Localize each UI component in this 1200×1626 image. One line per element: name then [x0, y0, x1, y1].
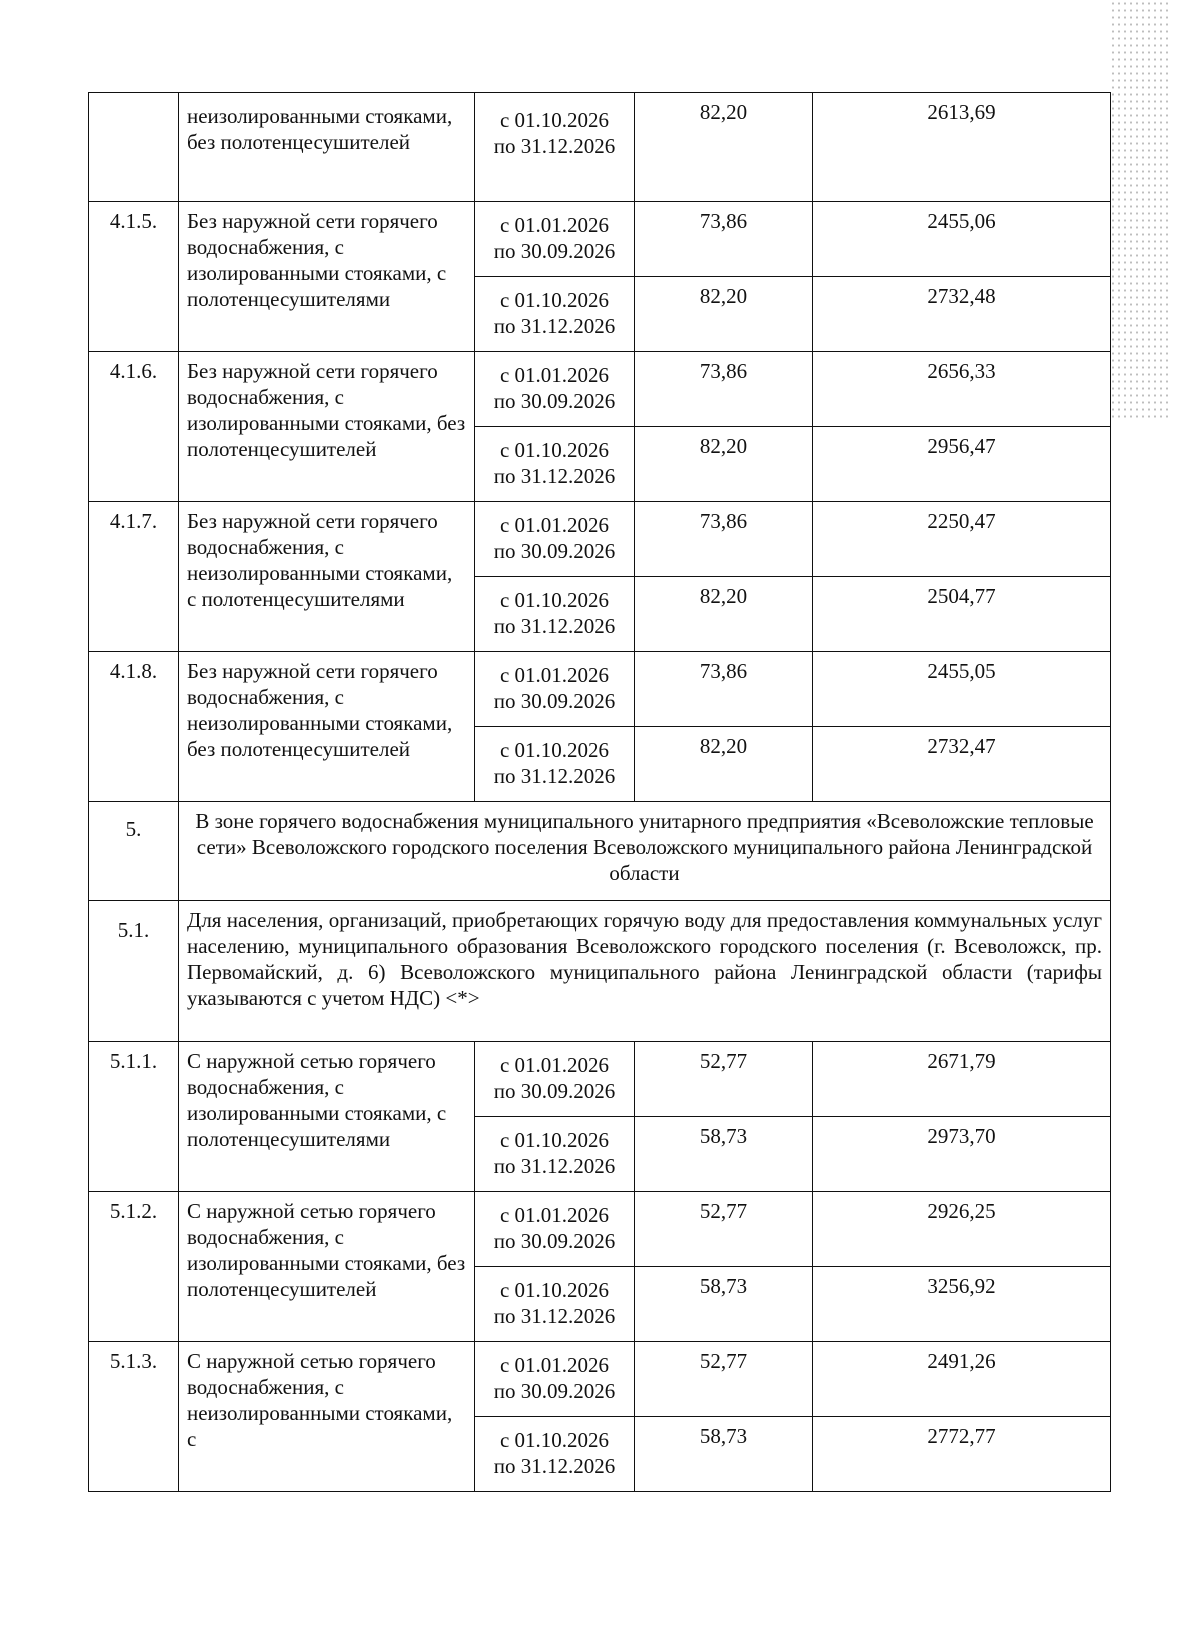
table-row — [89, 93, 1111, 202]
rate-cell: 82,20 — [635, 277, 813, 352]
period-cell — [475, 502, 635, 577]
tariff-cell: 2455,06 — [813, 202, 1111, 277]
rate-cell: 73,86 — [635, 352, 813, 427]
table-row — [89, 502, 1111, 577]
section-title-cell: В зоне горячего водоснабжения муниципального унитарного предприятия «Всеволожские тепловые сети» Всеволожского городского поселения Всеволожского муниципального района Ленинградской области — [179, 802, 1111, 901]
tariff-cell: 3256,92 — [813, 1267, 1111, 1342]
section-number-cell: 5. — [89, 802, 179, 901]
tariff-cell: 2656,33 — [813, 352, 1111, 427]
rate-cell: 52,77 — [635, 1192, 813, 1267]
period-from: с 01.01.2026 — [499, 1053, 610, 1077]
period-cell — [475, 1417, 635, 1492]
period-from: с 01.01.2026 — [499, 663, 610, 687]
period-cell — [475, 427, 635, 502]
row-name-cell: Без наружной сети горячего водоснабжения, с изолированными стояками, с полотенцесушителями — [179, 202, 475, 352]
period-to: по 31.12.2026 — [493, 1154, 616, 1178]
tariff-cell: 2956,47 — [813, 427, 1111, 502]
tariff-cell: 2732,48 — [813, 277, 1111, 352]
period-from: с 01.10.2026 — [499, 108, 610, 132]
table-row — [89, 1042, 1111, 1117]
tariff-cell: 2455,05 — [813, 652, 1111, 727]
period-from: с 01.10.2026 — [499, 588, 610, 612]
period-to: по 31.12.2026 — [493, 614, 616, 638]
rate-cell: 73,86 — [635, 502, 813, 577]
period-from: с 01.10.2026 — [499, 438, 610, 462]
row-name-cell: Без наружной сети горячего водоснабжения, с неизолированными стояками, без полотенцесушителей — [179, 652, 475, 802]
period-to: по 30.09.2026 — [493, 539, 616, 563]
period-cell — [475, 1192, 635, 1267]
rate-cell: 52,77 — [635, 1042, 813, 1117]
rate-cell: 82,20 — [635, 727, 813, 802]
rate-cell: 52,77 — [635, 1342, 813, 1417]
period-to: по 31.12.2026 — [493, 764, 616, 788]
tariff-cell: 2732,47 — [813, 727, 1111, 802]
period-from: с 01.01.2026 — [499, 213, 610, 237]
section-number-cell: 5.1. — [89, 901, 179, 1042]
row-number-cell: 5.1.3. — [89, 1342, 179, 1492]
period-to: по 31.12.2026 — [493, 1454, 616, 1478]
tariff-cell: 2250,47 — [813, 502, 1111, 577]
period-cell — [475, 93, 635, 202]
rate-cell: 58,73 — [635, 1117, 813, 1192]
row-number-cell: 5.1.1. — [89, 1042, 179, 1192]
period-cell — [475, 652, 635, 727]
rate-cell: 82,20 — [635, 93, 813, 202]
period-cell — [475, 1117, 635, 1192]
row-name-cell: С наружной сетью горячего водоснабжения, с неизолированными стояками, с — [179, 1342, 475, 1492]
row-name-cell: С наружной сетью горячего водоснабжения, с изолированными стояками, с полотенцесушителями — [179, 1042, 475, 1192]
period-from: с 01.10.2026 — [499, 1278, 610, 1302]
period-from: с 01.10.2026 — [499, 738, 610, 762]
tariff-cell: 2973,70 — [813, 1117, 1111, 1192]
tariff-cell: 2671,79 — [813, 1042, 1111, 1117]
row-number-cell: 4.1.7. — [89, 502, 179, 652]
rate-cell: 82,20 — [635, 427, 813, 502]
period-from: с 01.01.2026 — [499, 1203, 610, 1227]
period-from: с 01.01.2026 — [499, 1353, 610, 1377]
period-cell — [475, 202, 635, 277]
period-cell — [475, 1342, 635, 1417]
rate-cell: 58,73 — [635, 1267, 813, 1342]
rate-cell: 58,73 — [635, 1417, 813, 1492]
table-row — [89, 352, 1111, 427]
period-cell — [475, 352, 635, 427]
subsection-row — [89, 901, 1111, 1042]
table-row — [89, 1342, 1111, 1417]
rate-cell: 82,20 — [635, 577, 813, 652]
period-to: по 31.12.2026 — [493, 314, 616, 338]
tariff-cell: 2772,77 — [813, 1417, 1111, 1492]
period-from: с 01.10.2026 — [499, 288, 610, 312]
rate-cell: 73,86 — [635, 652, 813, 727]
section-header-row — [89, 802, 1111, 901]
period-to: по 30.09.2026 — [493, 689, 616, 713]
period-from: с 01.10.2026 — [499, 1128, 610, 1152]
row-name-cell: Без наружной сети горячего водоснабжения, с изолированными стояками, без полотенцесушителей — [179, 352, 475, 502]
tariff-table — [88, 92, 1111, 1492]
row-number-cell: 4.1.5. — [89, 202, 179, 352]
period-to: по 30.09.2026 — [493, 1229, 616, 1253]
tariff-cell: 2491,26 — [813, 1342, 1111, 1417]
tariff-cell: 2504,77 — [813, 577, 1111, 652]
subsection-text-cell: Для населения, организаций, приобретающих горячую воду для предоставления коммунальных услуг населению, муниципального образования Всеволожского городского поселения (г. Всеволожск, пр. Первомайский, д. 6) Всеволожского муниципального района Ленинградской области (тарифы указываются с учетом НДС) <*> — [179, 901, 1111, 1042]
rate-cell: 73,86 — [635, 202, 813, 277]
row-number-cell: 5.1.2. — [89, 1192, 179, 1342]
table-row — [89, 1192, 1111, 1267]
scan-noise — [1110, 0, 1170, 420]
period-cell — [475, 1042, 635, 1117]
period-to: по 30.09.2026 — [493, 239, 616, 263]
period-to: по 30.09.2026 — [493, 389, 616, 413]
row-number-cell: 4.1.8. — [89, 652, 179, 802]
period-cell — [475, 577, 635, 652]
period-to: по 31.12.2026 — [493, 1304, 616, 1328]
period-cell — [475, 277, 635, 352]
period-cell — [475, 727, 635, 802]
tariff-cell: 2926,25 — [813, 1192, 1111, 1267]
period-to: по 30.09.2026 — [493, 1379, 616, 1403]
period-cell — [475, 1267, 635, 1342]
period-from: с 01.01.2026 — [499, 363, 610, 387]
period-to: по 31.12.2026 — [493, 134, 616, 158]
period-to: по 30.09.2026 — [493, 1079, 616, 1103]
table-row — [89, 202, 1111, 277]
row-name-cell: неизолированными стояками, без полотенцесушителей — [179, 93, 475, 202]
row-name-cell: Без наружной сети горячего водоснабжения, с неизолированными стояками, с полотенцесушителями — [179, 502, 475, 652]
period-from: с 01.10.2026 — [499, 1428, 610, 1452]
row-name-cell: С наружной сетью горячего водоснабжения, с изолированными стояками, без полотенцесушителей — [179, 1192, 475, 1342]
tariff-cell: 2613,69 — [813, 93, 1111, 202]
row-number-cell — [89, 93, 179, 202]
table-row — [89, 652, 1111, 727]
period-to: по 31.12.2026 — [493, 464, 616, 488]
row-number-cell: 4.1.6. — [89, 352, 179, 502]
period-from: с 01.01.2026 — [499, 513, 610, 537]
